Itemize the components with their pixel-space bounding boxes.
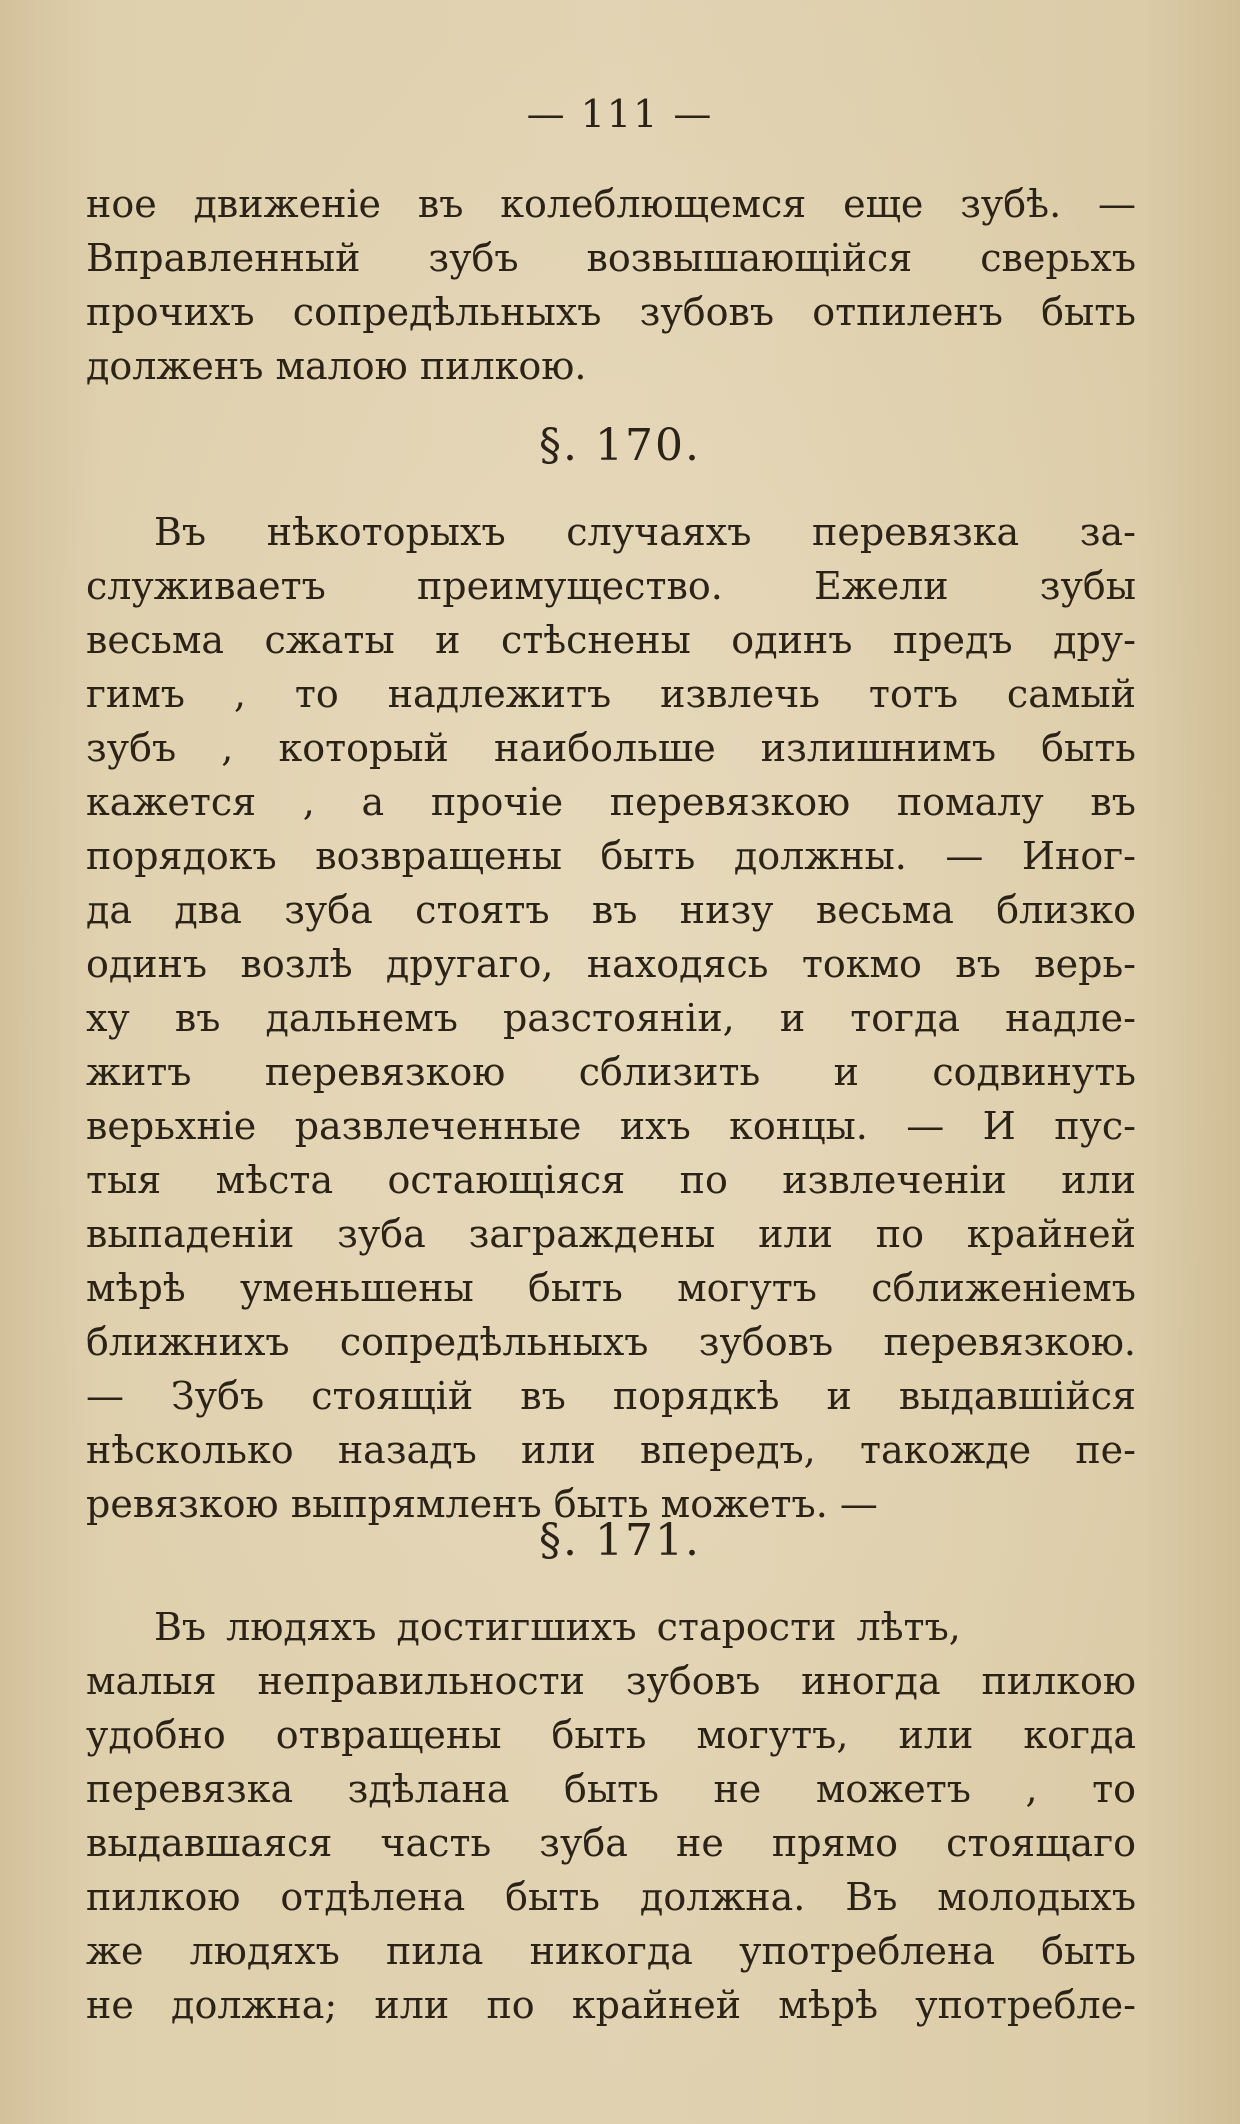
- text-line: да два зуба стоятъ въ низу весьма близко: [86, 888, 1136, 932]
- text-line: выдавшаяся часть зуба не прямо стоящаго: [86, 1821, 1136, 1865]
- text-line: ближнихъ сопредѣльныхъ зубовъ перевязкою.: [86, 1320, 1136, 1364]
- text-line: не должна; или по крайней мѣрѣ употребле-: [86, 1983, 1136, 2027]
- text-line: Въ людяхъ достигшихъ старости лѣтъ,: [154, 1605, 961, 1649]
- text-line: тыя мѣста остающіяся по извлеченіи или: [86, 1158, 1136, 1202]
- text-line: Вправленный зубъ возвышающійся сверьхъ: [86, 236, 1136, 280]
- text-line: — Зубъ стоящій въ порядкѣ и выдавшійся: [86, 1374, 1136, 1418]
- text-line: порядокъ возвращены быть должны. — Иног-: [86, 834, 1136, 878]
- text-line: пилкою отдѣлена быть должна. Въ молодыхъ: [86, 1875, 1136, 1919]
- text-line: весьма сжаты и стѣснены одинъ предъ дру-: [86, 618, 1136, 662]
- text-line: одинъ возлѣ другаго, находясь токмо въ верь-: [86, 942, 1136, 986]
- text-line: ревязкою выпрямленъ быть можетъ. —: [86, 1482, 878, 1526]
- text-line: гимъ , то надлежитъ извлечь тотъ самый: [86, 672, 1136, 716]
- text-line: выпаденіи зуба заграждены или по крайней: [86, 1212, 1136, 1256]
- text-line: же людяхъ пила никогда употреблена быть: [86, 1929, 1136, 1973]
- text-line: верьхніе развлеченные ихъ концы. — И пус-: [86, 1104, 1136, 1148]
- text-line: перевязка здѣлана быть не можетъ , то: [86, 1767, 1136, 1811]
- text-line: нѣсколько назадъ или впередъ, такожде пе-: [86, 1428, 1136, 1472]
- text-line: ное движеніе въ колеблющемся еще зубѣ. —: [86, 182, 1136, 226]
- paragraph-top: [86, 177, 1136, 393]
- text-line: кажется , а прочіе перевязкою помалу въ: [86, 780, 1136, 824]
- section-170-body: [86, 505, 1136, 1531]
- section-171-heading: §. 171.: [539, 1515, 701, 1566]
- text-line: мѣрѣ уменьшены быть могутъ сближеніемъ: [86, 1266, 1136, 1310]
- text-line: зубъ , который наибольше излишнимъ быть: [86, 726, 1136, 770]
- text-line: житъ перевязкою сблизить и содвинуть: [86, 1050, 1136, 1094]
- section-170-heading: §. 170.: [539, 420, 701, 471]
- text-line: прочихъ сопредѣльныхъ зубовъ отпиленъ быть: [86, 290, 1136, 334]
- text-line: служиваетъ преимущество. Ежели зубы: [86, 564, 1136, 608]
- text-line: ху въ дальнемъ разстояніи, и тогда надле-: [86, 996, 1136, 1040]
- text-line: малыя неправильности зубовъ иногда пилкою: [86, 1659, 1136, 1703]
- text-line: долженъ малою пилкою.: [86, 344, 587, 388]
- section-171-body: [86, 1600, 1136, 2032]
- text-line: Въ нѣкоторыхъ случаяхъ перевязка за-: [154, 510, 1136, 554]
- page-number: — 111 —: [526, 92, 714, 136]
- text-line: удобно отвращены быть могутъ, или когда: [86, 1713, 1136, 1757]
